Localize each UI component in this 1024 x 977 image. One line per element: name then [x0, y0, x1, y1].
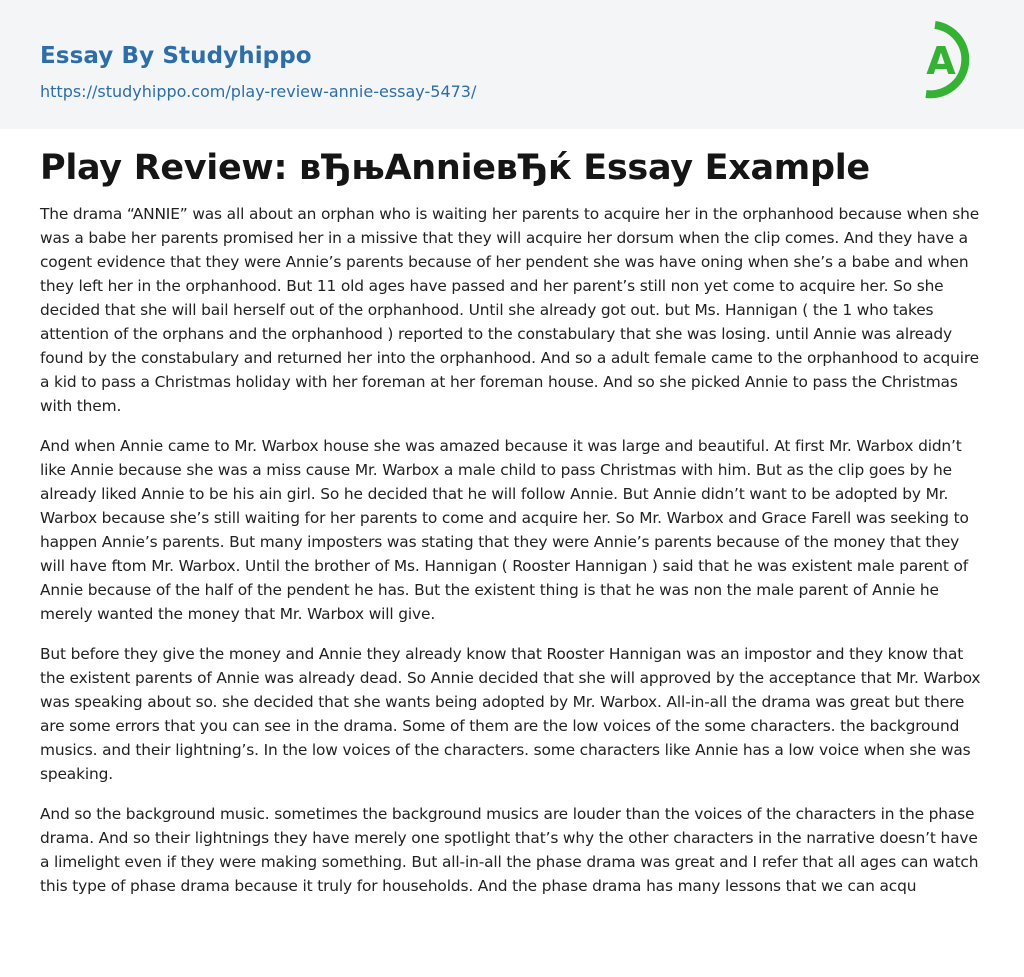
essay-paragraph: But before they give the money and Annie they already know that Rooster Hannigan was an impostor and they know that the existent parents of Annie was already dead. So Annie decided that she will approved by the acceptance that Mr. Warbox was speaking about so. she decided that she wants being adopted by Mr. Warbox. All-in-all the drama was great but there are some errors that you can see in the drama. Some of them are the low voices of the some characters. the background musics. and their lightning’s. In the low voices of the characters. some characters like Annie has a low voice when she was speaking. [40, 645, 981, 783]
site-header [0, 0, 1024, 129]
site-title[interactable]: Essay By Studyhippo [40, 43, 312, 69]
logo-letter: A [926, 39, 956, 83]
studyhippo-logo-icon[interactable] [914, 18, 986, 106]
essay-paragraph: And when Annie came to Mr. Warbox house she was amazed because it was large and beautiful. At first Mr. Warbox didn’t like Annie because she was a miss cause Mr. Warbox a male child to pass Christmas with him. But as the clip goes by he already liked Annie to be his ain girl. So he decided that he will follow Annie. But Annie didn’t want to be adopted by Mr. Warbox because she’s still waiting for her parents to come and acquire her. So Mr. Warbox and Grace Farell was seeking to happen Annie’s parents. But many imposters was stating that they were Annie’s parents because of the money that they will have ftom Mr. Warbox. Until the brother of Ms. Hannigan ( Rooster Hannigan ) said that he was existent male parent of Annie because of the half of the pendent he has. But the existent thing is that he was non the male parent of Annie he merely wanted the money that Mr. Warbox will give. [40, 437, 969, 623]
page-title: Play Review: вЂњAnnieвЂќ Essay Example [40, 148, 870, 188]
essay-paragraph: And so the background music. sometimes the background musics are louder than the voices of the characters in the phase drama. And so their lightnings they have merely one spotlight that’s why the other characters in the narrative doesn’t have a limelight even if they were making something. But all-in-all the phase drama was great and I refer that all ages can watch this type of phase drama because it truly for households. And the phase drama has many lessons that we can acqu [40, 805, 979, 895]
essay-paragraph: The drama “ANNIE” was all about an orphan who is waiting her parents to acquire her in the orphanhood because when she was a babe her parents promised her in a missive that they will acquire her dorsum when the clip comes. And they have a cogent evidence that they were Annie’s parents because of her pendent she was have oning when she’s a babe and when they left her in the orphanhood. But 11 old ages have passed and her parent’s still non yet come to acquire her. So she decided that she will bail herself out of the orphanhood. Until she already got out. but Ms. Hannigan ( the 1 who takes attention of the orphans and the orphanhood ) reported to the constabulary that she was losing. until Annie was already found by the constabulary and returned her into the orphanhood. And so a adult female came to the orphanhood to acquire a kid to pass a Christmas holiday with her foreman at her foreman house. And so she picked Annie to pass the Christmas with them. [40, 205, 980, 415]
article [0, 146, 1024, 898]
page-url-link[interactable]: https://studyhippo.com/play-review-annie-essay-5473/ [40, 82, 477, 101]
